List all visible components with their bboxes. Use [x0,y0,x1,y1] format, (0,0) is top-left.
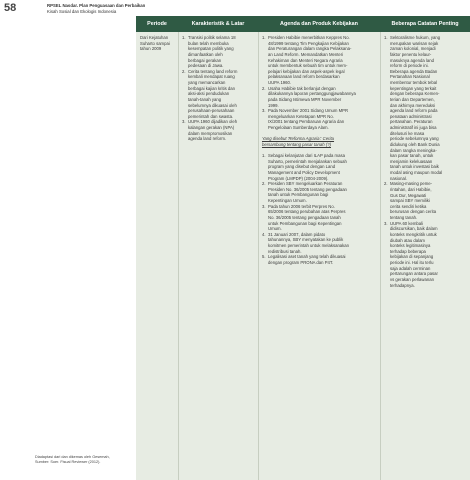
policy-table [136,16,470,480]
agenda-note [262,136,379,147]
text-line: Presiden Habibie menerbitkan Keppres No. [268,35,350,40]
item-text [390,181,468,220]
item-text [268,153,379,181]
text-line: sampai SBY memiliki [390,198,430,204]
page-number: 58 [4,2,17,14]
item-number: 4. [262,231,266,237]
text-line: saja adalah cerminan [390,265,431,271]
karakteristik-cell [182,35,256,142]
agenda-item [262,86,379,109]
table-header [136,16,470,32]
catatan-item [384,221,468,289]
text-line: berbagai kajian kritis dan [188,85,236,91]
item-number: 2. [384,181,388,187]
item-number: 2. [182,68,186,74]
catatan-cell [384,35,468,288]
item-text [268,254,379,265]
text-line: untuk membentuk sebuah tim untuk mem- [268,63,348,69]
text-line: terhadapnya. [390,282,415,288]
header-periode: Periode [147,21,167,27]
text-line: Management and Policy Development [268,169,340,175]
item-number: 3. [384,220,388,226]
item-number: 1. [262,35,266,40]
text-line: pelajari kebijakan dan aspek-aspek legal [268,68,345,74]
item-number: 1. [182,35,186,40]
item-number: 2. [262,85,266,91]
item-text [268,108,379,131]
karakteristik-item [182,69,256,120]
header-karakteristik: Karakteristik & Latar [191,21,245,27]
column-divider [178,32,179,480]
text-line: IX/2001 tentang Pembaruan Agraria dan [268,119,345,125]
text-line: Kepentingan Umum. [268,198,307,204]
text-line: tanah untuk investasi baik [390,164,439,170]
item-text [188,69,256,120]
text-line: masuknya agenda land [390,57,434,63]
caption-line2: Sumber: Soer. Fisual Reviewer (2012). [35,460,101,464]
agenda-item [262,254,379,265]
text-line: tentang tanah. [390,215,418,220]
text-line: 1999. [268,102,279,108]
text-line: 65/2006 tentang perubahan atas Perpres [268,209,346,215]
agenda-item [262,181,379,204]
agenda-item [262,153,379,181]
text-line: Yang disebut 'Reforma Agraria': Cerita [262,136,335,142]
text-line: dengan beberapa Kemen- [390,91,440,97]
agenda-cell [262,35,379,266]
text-line: didiscursikan, baik dalam [390,226,438,232]
item-number: 3. [262,203,266,209]
text-line: terhadap beberapa [390,248,426,254]
text-line: membentur tembok tebal [390,80,438,85]
text-line: pelaksanaan land reform berdasarkan [268,74,340,80]
text-line: kalangan gerakan (NPA) [188,125,235,130]
agenda-item [262,108,379,131]
agenda-list-part1 [262,35,379,131]
text-line: Program (LMPDP) (2004-2009). [268,175,329,181]
text-line: konteks legitimasinya [390,243,431,249]
text-line: menjamin keleluasaan [390,158,433,164]
text-line: zaman kolonial, menjadi [390,46,436,52]
text-line: Pengelolaan Sumberdaya Alam. [268,125,329,130]
header-agenda: Agenda dan Produk Kebijakan [280,21,358,27]
text-line: pertarungan antara pasar [390,271,438,277]
column-divider [258,32,259,480]
text-line: Sektoralisme hukum, yang [390,35,441,40]
text-line: cerita sendiri ketika [390,203,427,209]
text-line: Kehakiman dan Menteri Negara Agraria [268,57,343,63]
text-line: kan pasar tanah, untuk [390,153,434,159]
text-line: dalam mempromosikan [188,130,233,136]
text-line: tahun 2009 [140,46,162,52]
text-line: Transisi politik selama 18 [188,35,236,40]
source-caption [35,455,133,465]
text-line: pedesaan di Jawa. [188,63,224,69]
item-text [390,35,468,181]
text-line: rintahan, dari Habibie, [390,186,432,192]
text-line: Beberapa agenda Badan [390,68,438,74]
agenda-item [262,35,379,86]
text-line: dalam rangka meningka- [390,147,437,153]
text-line: agenda land reform pada [390,108,438,114]
text-line: pada Sidang Istimewa MPR November [268,96,342,102]
text-line: didukung oleh Bank Dunia [390,141,440,147]
text-line: nasional. [390,175,408,181]
item-number: 1. [384,35,388,40]
text-line: tanah untuk Pembangunan bagi [268,192,329,198]
text-line: agenda land reform. [188,136,227,142]
text-line: kesempatan politik yang [188,46,234,52]
running-head-line2: Kisah Sosial dan Ekologis Indonesia [47,8,117,14]
text-line: bulan telah membuka [188,40,229,46]
text-line: ditelusuri ke masa [390,130,425,136]
text-line: periode ini. Hal itu terlu [390,260,434,265]
text-line: an Land Reform. Memandatkan Menteri [268,51,344,57]
text-line: berurusan dengan cerita [390,209,437,215]
text-line: konteks mengkritik untuk [390,231,437,237]
text-line: Pertanahan Nasional [390,74,430,80]
text-line: pertanahan. Peraturan [390,119,433,125]
text-line: reform di periode ini. [390,63,429,69]
text-line: Suharto, pemerintah menjalankan sebuah [268,158,347,164]
item-text [390,221,468,289]
agenda-item [262,204,379,232]
text-line: kepentingan yang terkait [390,85,437,91]
text-line: kebijakan di sepanjang [390,254,434,260]
item-number: 2. [262,181,266,187]
text-line: modal asing maupun modal [390,170,443,175]
text-line: perusahaan-perusahaan [188,108,235,114]
text-line: dan akhirnya mereduksi [390,102,436,108]
text-line: dan Peraturangan dalam rangka Pelaksana- [268,46,352,52]
item-number: 3. [262,108,266,114]
text-line: sebelumnya dikuasai oleh [188,102,237,108]
text-line: faktor penentu kelaur- [390,51,432,57]
text-line: dilakukannya laporan pertanggungjawabannya [268,91,356,97]
text-line: UUPA 1960. [268,80,292,85]
item-number: 1. [262,153,266,159]
text-line: tanah-tanah yang [188,96,222,102]
item-text [188,35,256,69]
text-line: Pada November 2001 Sidang Umum MPR [268,108,349,114]
text-line: vs gerakan perlawanan [390,276,434,282]
item-text [268,86,379,109]
text-line: Gus Dur, Megawati [390,192,427,198]
text-line: aksi-aksi pendudukan [188,91,230,97]
text-line: untuk Pembangunan bagi Kepentingan [268,220,342,226]
text-line: Legalisasi aset tanah yang telah dikuasai [268,254,346,260]
text-line: Umum. [268,226,282,232]
item-number: 3. [182,119,186,125]
agenda-list-part2 [262,153,379,266]
catatan-item [384,35,468,181]
text-line: Pada tahun 2006 terbit Perpres No. [268,203,335,209]
text-line: tahunannya, SBY menyatakan ke publik [268,237,344,243]
text-line: Masing-masing peme- [390,181,433,187]
period-cell [140,35,176,52]
text-line: terian dan Departemen, [390,96,435,102]
running-head [47,3,145,14]
text-line: dengan program PRONA dan P4T. [268,259,334,265]
text-line: diubah atau dalam [390,237,425,243]
caption-line1: Diadaptasi dari dan dikemas oleh Gesemah, [35,455,110,459]
text-line: mengeluarkan Ketetapan MPR No. [268,113,334,119]
text-line: Presiden SBY mengeluarkan Peraturan [268,181,343,187]
text-line: periode sebelumnya yang [390,136,439,142]
karakteristik-item [182,119,256,142]
item-text [268,232,379,255]
text-line: berbagai gerakan [188,57,222,63]
item-text [268,181,379,204]
text-line: komitmen pemerintah untuk melaksanakan [268,243,350,249]
agenda-item [262,232,379,255]
item-text [268,35,379,86]
text-line: Usaha Habibie tak berlanjut dengan [268,85,336,91]
karakteristik-item [182,35,256,69]
text-line: Cerita tentang land reform [188,68,238,74]
text-line: Suharto sampai [140,40,170,46]
text-line: No. 36/2005 tentang pengadaan tanah [268,214,341,220]
text-line: merupakan warisan sejak [390,40,439,46]
text-line: 31 Januari 2007, dalam pidato [268,231,326,237]
column-divider [380,32,381,480]
text-line: penataan administrasi [390,113,432,119]
text-line: UUPA 1960 dijadikan oleh [188,119,238,125]
text-line: dimanfaatkan oleh [188,51,223,57]
item-text [188,119,256,142]
text-line: yang memancarkan [188,80,226,85]
text-line: Dari Kejatuhan [140,35,169,40]
text-line: Sebagai kelanjutan dari ILAP pada masa [268,153,345,159]
text-line: 48/1999 tentang Tim Pengkajian Kebijakan [268,40,349,46]
header-catatan: Beberapa Catatan Penting [391,21,459,27]
text-line: redistribusi tanah. [268,248,302,254]
text-line: pemerintah dan swasta. [188,113,234,119]
text-line: bersambung tentang pasar tanah (?) [262,141,331,147]
text-line: Presiden No. 36/2005 tentang pengadaan [268,186,347,192]
catatan-item [384,181,468,220]
text-line: kembali mendapat ruang [188,74,235,80]
running-head-line1: RPSEL Nasdar. Plan Penguasaan dan Perbaikan [47,3,146,8]
item-number: 5. [262,254,266,260]
text-line: administratif ini juga bisa [390,125,437,130]
item-text [268,204,379,232]
text-line: program yang disebut dengan Land [268,164,336,170]
text-line: UUPA 60 kembali [390,220,423,226]
left-margin [0,0,136,480]
